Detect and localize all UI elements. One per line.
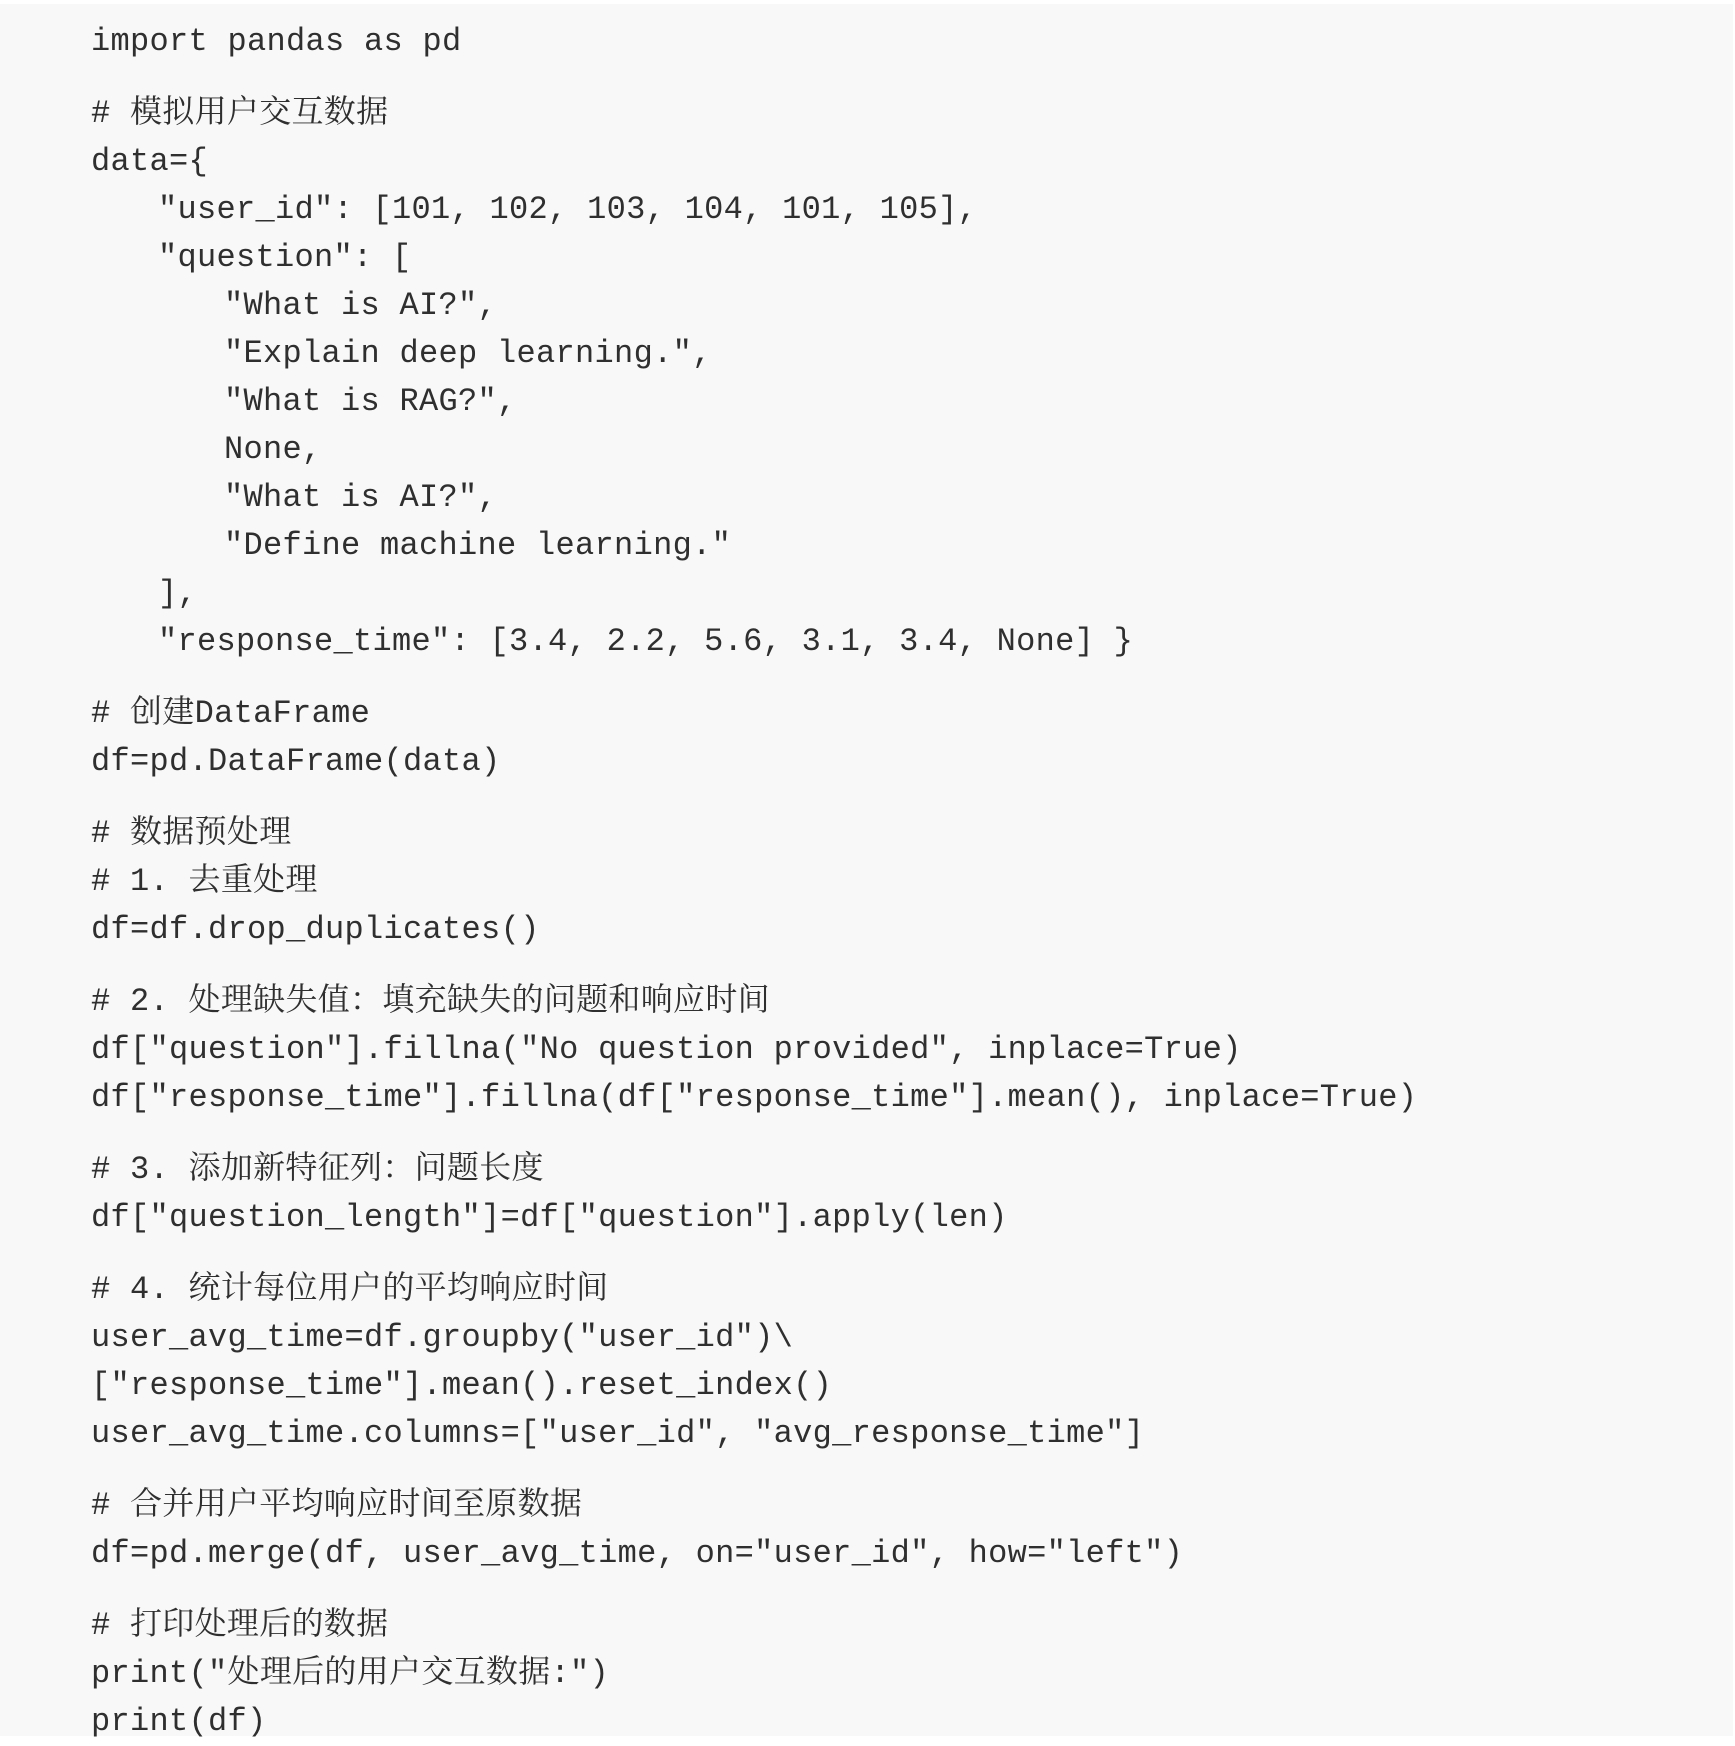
code-line: df["response_time"].fillna(df["response_time"].mean(), inplace=True)	[91, 1079, 1418, 1116]
code-line: df["question"].fillna("No question provided", inplace=True)	[91, 1031, 1242, 1068]
code-line: None,	[224, 431, 322, 468]
code-line: print("处理后的用户交互数据:")	[91, 1655, 610, 1692]
code-line-comment: # 1. 去重处理	[91, 863, 318, 900]
code-line: df=pd.DataFrame(data)	[91, 743, 501, 780]
code-line: "Explain deep learning.",	[224, 335, 712, 372]
code-line: df["question_length"]=df["question"].apply(len)	[91, 1199, 1008, 1236]
code-line-comment: # 打印处理后的数据	[91, 1607, 389, 1644]
code-line: "What is AI?",	[224, 287, 498, 324]
code-line-import: import pandas as pd	[91, 23, 462, 60]
code-block	[0, 4, 1733, 1740]
code-line-comment: # 3. 添加新特征列：问题长度	[91, 1151, 544, 1188]
code-line: data={	[91, 143, 209, 180]
code-line-comment: # 创建DataFrame	[91, 695, 371, 732]
code-line: "Define machine learning."	[224, 527, 732, 564]
code-line: "What is AI?",	[224, 479, 498, 516]
code-line: "user_id": [101, 102, 103, 104, 101, 105],	[158, 191, 978, 228]
code-line-comment: # 4. 统计每位用户的平均响应时间	[91, 1271, 609, 1308]
code-line: "question": [	[158, 239, 412, 276]
code-line-comment: # 合并用户平均响应时间至原数据	[91, 1487, 583, 1524]
code-line: ],	[158, 575, 198, 612]
code-line: df=pd.merge(df, user_avg_time, on="user_id", how="left")	[91, 1535, 1184, 1572]
code-line: df=df.drop_duplicates()	[91, 911, 540, 948]
code-line: print(df)	[91, 1703, 267, 1740]
code-line: user_avg_time.columns=["user_id", "avg_response_time"]	[91, 1415, 1145, 1452]
code-line: "What is RAG?",	[224, 383, 517, 420]
code-line-comment: # 数据预处理	[91, 815, 292, 852]
code-content	[91, 18, 1721, 1746]
code-line: "response_time": [3.4, 2.2, 5.6, 3.1, 3.4, None] }	[158, 623, 1134, 660]
code-line: user_avg_time=df.groupby("user_id")\	[91, 1319, 794, 1356]
code-line-comment: # 2. 处理缺失值：填充缺失的问题和响应时间	[91, 983, 770, 1020]
code-line: ["response_time"].mean().reset_index()	[91, 1367, 833, 1404]
code-line-comment: # 模拟用户交互数据	[91, 95, 389, 132]
